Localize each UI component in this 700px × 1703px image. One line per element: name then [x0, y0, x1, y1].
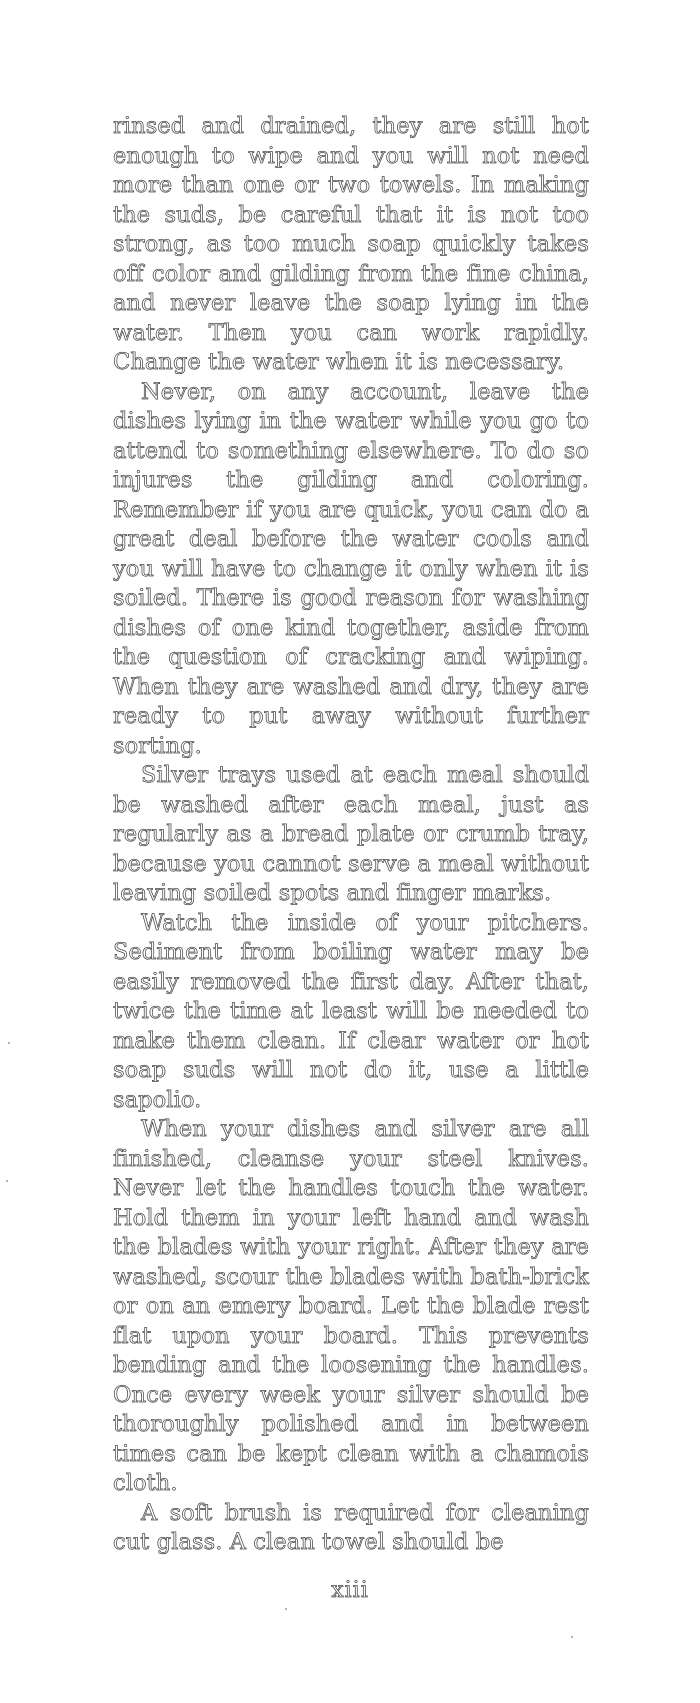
paragraph-steel-knives: When your dishes and silver are all finished, cleanse your steel knives. Never let the handles touch the water. Hold them in your left hand and wash the blades with your right. After they are washed, scour the blades with bath-brick or on an emery board. Let the blade rest flat upon your board. This prevents bending and the loosening the handles. Once every week your silver should be thoroughly polished and in between times can be kept clean with a chamois cloth. [113, 1116, 589, 1496]
paper-speck [8, 1042, 10, 1044]
paper-speck [285, 1608, 287, 1610]
paragraph-pitchers: Watch the inside of your pitchers. Sediment from boiling water may be easily removed the first day. After that, twice the time at least will be needed to make them clean. If clear water or hot soap suds will not do it, use a little sapolio. [113, 909, 589, 1113]
paragraph-continued: rinsed and drained, they are still hot enough to wipe and you will not need more than one or two towels. In making the suds, be careful that it is not too strong, as too much soap quickly takes off color and gilding from the fine china, and never leave the soap lying in the water. Then you can work rapidly. Change the water when it is necessary. [113, 113, 589, 375]
paper-speck [6, 1180, 8, 1182]
body-text [113, 112, 589, 1558]
paragraph-dishes-water: Never, on any account, leave the dishes lying in the water while you go to attend to something elsewhere. To do so injures the gilding and coloring. Remember if you are quick, you can do a great deal before the water cools and you will have to change it only when it is soiled. There is good reason for washing dishes of one kind together, aside from the question of cracking and wiping. When they are washed and dry, they are ready to put away without further sorting. [113, 378, 589, 759]
paragraph-silver-trays: Silver trays used at each meal should be washed after each meal, just as regularly as a bread plate or crumb tray, because you cannot serve a meal without leaving soiled spots and finger marks. [113, 762, 589, 906]
page-number: xiii [331, 1578, 369, 1603]
paragraph-cut-glass: A soft brush is required for cleaning cut glass. A clean towel should be [113, 1499, 589, 1555]
paper-speck [571, 1636, 573, 1638]
